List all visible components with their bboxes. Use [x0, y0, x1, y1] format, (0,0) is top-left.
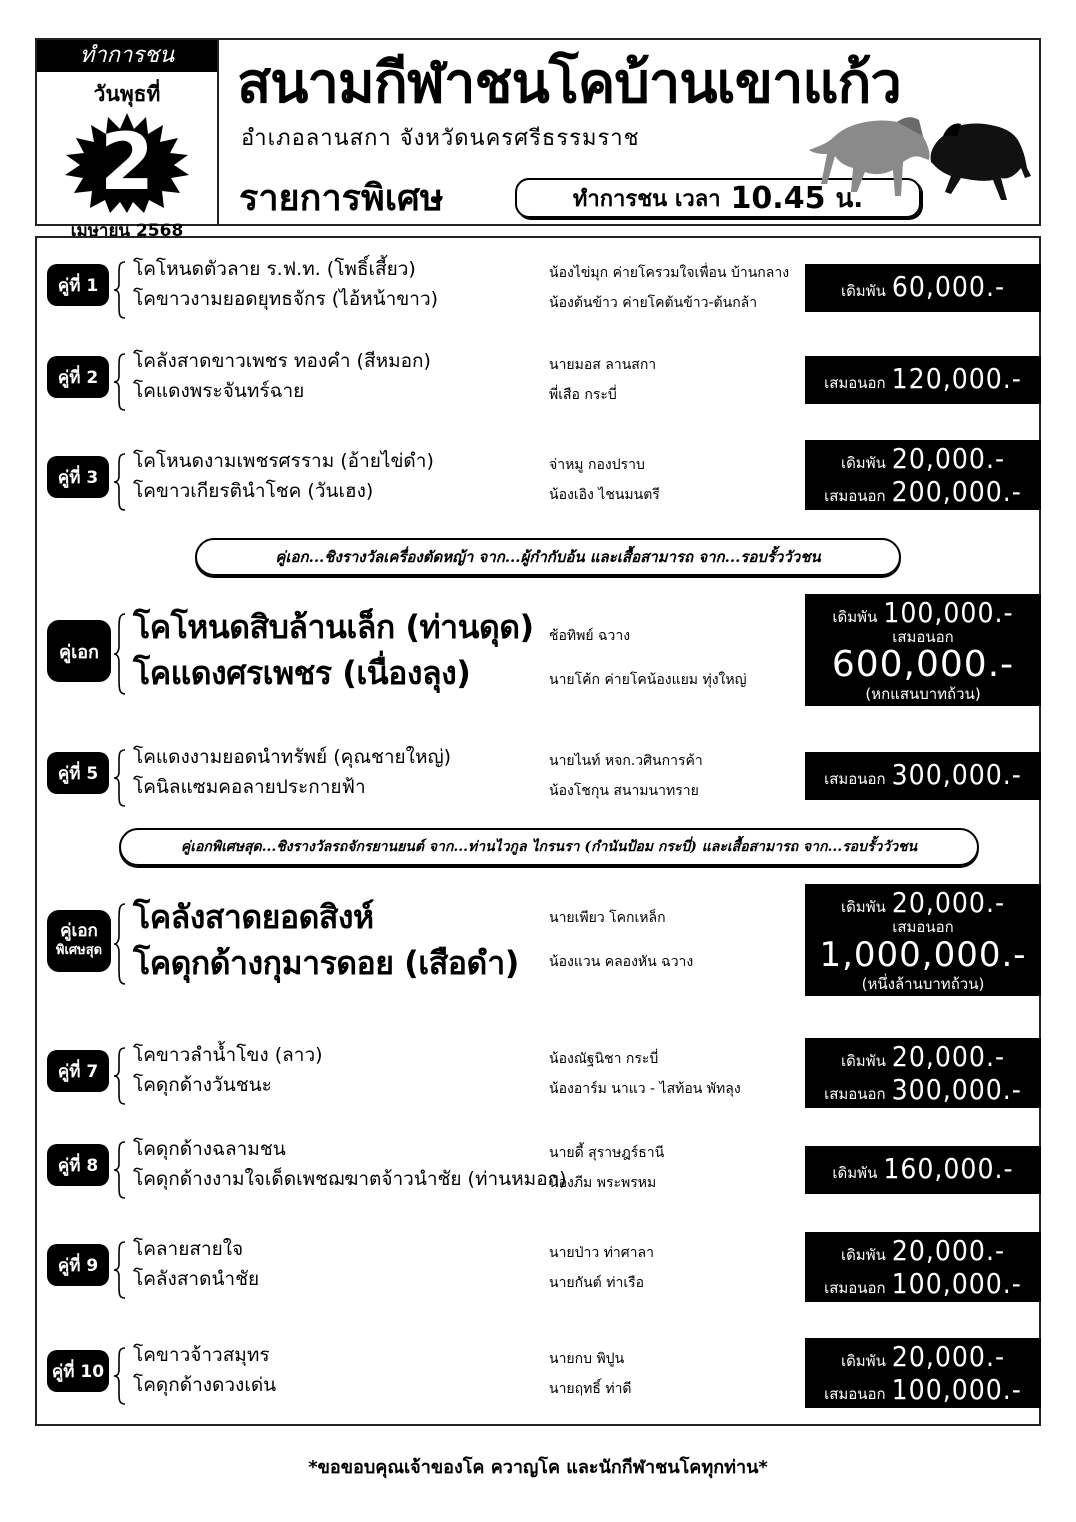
cow-name: โคลังสาดขาวเพชร ทองคำ (สีหมอก) [133, 350, 431, 372]
fight-label: ทำการชน [37, 40, 217, 72]
owner-name: น้องไข่มุก ค่ายโครวมใจเพื่อน บ้านกลาง [549, 265, 790, 281]
prize-box [805, 1338, 1041, 1408]
owner-name: นายเพียว โคกเหล็ก [549, 910, 666, 926]
owner-name: นายไนท์ หจก.วศินการค้า [549, 753, 703, 769]
cow-name: โคโหนดงามเพชรศรราม (อ้ายไข่ดำ) [133, 450, 434, 472]
cow-name: โคแดงพระจันทร์ฉาย [133, 380, 305, 402]
owner-name: นายฤทธิ์ ท่าดี [549, 1381, 632, 1397]
owner-name: นายกบ พิปูน [549, 1351, 625, 1367]
owner-name: น้องภีม พระพรหม [549, 1175, 657, 1191]
match-row [37, 1234, 1039, 1302]
cow-name: โคโหนดตัวลาย ร.ฟ.ท. (โพธิ์เสี้ยว) [133, 258, 416, 280]
match-row-main [37, 598, 1039, 710]
match-row [37, 1138, 1039, 1202]
cow-names [133, 894, 519, 986]
cow-name: โคแดงงามยอดนำทรัพย์ (คุณชายใหญ่) [133, 746, 452, 768]
prize-label: เดิมพัน [832, 1164, 878, 1182]
month-year: เมษายน 2568 [70, 221, 184, 241]
thank-you-footer: *ขอขอบคุณเจ้าของโค ควาญโค และนักกีฬาชนโคทุกท่าน* [308, 1457, 768, 1478]
location-subtitle: อำเภอลานสกา จังหวัดนครศรีธรรมราช [241, 126, 640, 151]
time-unit: น. [835, 183, 864, 214]
prize-amount: 60,000.- [891, 270, 1006, 303]
owner-name: นายกันต์ ท่าเรือ [549, 1275, 645, 1291]
match-list [35, 236, 1041, 1426]
time-value: 10.45 [730, 180, 826, 216]
prize-in-words: (หนึ่งล้านบาทถ้วน) [861, 975, 985, 993]
prize-box [805, 594, 1041, 706]
cow-name: โคนิลแซมคอลายประกายฟ้า [133, 776, 366, 798]
brace-icon [113, 612, 129, 696]
badge-line-1: คู่เอก [60, 921, 98, 941]
cow-name: โคลายสายใจ [133, 1238, 244, 1260]
fighting-bulls-icon [801, 96, 1033, 206]
cow-names [133, 346, 431, 406]
prize-label: เดิมพัน [840, 282, 886, 300]
owner-names [549, 614, 747, 702]
owner-names [549, 258, 789, 318]
cow-name: โคขาวลำน้ำโขง (ลาว) [133, 1044, 323, 1066]
cow-name: โคดุกด้างดวงเด่น [133, 1374, 277, 1396]
prize-amount: 100,000.- [891, 1373, 1022, 1406]
cow-names [133, 1234, 259, 1294]
prize-amount: 160,000.- [883, 1152, 1014, 1185]
prize-amount: 20,000.- [891, 1340, 1006, 1373]
match-row [37, 1340, 1039, 1408]
match-badge [47, 910, 111, 972]
owner-name: น้องแวน คลองหัน ฉวาง [549, 954, 694, 970]
owner-names [549, 1238, 654, 1298]
day-starburst [62, 113, 192, 213]
prize-caption: เสมอนอก [892, 628, 954, 646]
cow-name: โคขาวเกียรตินำโชค (วันเฮง) [133, 480, 374, 502]
prize-caption: เสมอนอก [892, 918, 954, 936]
match-badge: คู่ที่ 10 [47, 1350, 109, 1392]
brace-icon [113, 1346, 129, 1406]
prize-label: เสมอนอก [824, 770, 886, 788]
owner-name: ช้อทิพย์ ฉวาง [549, 628, 631, 644]
brace-icon [113, 1140, 129, 1200]
cow-name: โคดุกด้างฉลามชน [133, 1138, 286, 1160]
prize-box [805, 1038, 1041, 1108]
prize-box [805, 752, 1041, 800]
match-badge: คู่ที่ 7 [47, 1050, 109, 1092]
date-box [37, 40, 219, 241]
weekday-label: วันพุธที่ [93, 82, 161, 106]
prize-box [805, 440, 1041, 510]
match-badge: คู่ที่ 2 [47, 356, 109, 398]
match-row [37, 350, 1039, 414]
prize-label: เดิมพัน [840, 1352, 886, 1370]
brace-icon [113, 748, 129, 808]
brace-icon [113, 902, 129, 986]
owner-name: นายโค้ก ค่ายโคน้องแยม ทุ่งใหญ่ [549, 672, 747, 688]
prize-big-amount: 1,000,000.- [819, 935, 1027, 975]
cow-names [133, 1134, 567, 1194]
brace-icon [113, 452, 129, 512]
brace-icon [113, 352, 129, 412]
prize-label: เสมอนอก [824, 1279, 886, 1297]
prize-box [805, 1232, 1041, 1302]
cow-name: โคดุกด้างกุมารดอย (เสือดำ) [133, 944, 519, 982]
cow-names [133, 1340, 276, 1400]
time-label: ทำการชน เวลา [572, 186, 721, 212]
owner-names [549, 1138, 664, 1198]
cow-names [133, 604, 534, 696]
owner-names [549, 450, 660, 510]
cow-name: โคขาวงามยอดยุทธจักร (ไอ้หน้าขาว) [133, 288, 439, 310]
cow-name: โคโหนดสิบล้านเล็ก (ท่านดุด) [133, 608, 534, 646]
special-program-label: รายการพิเศษ [239, 178, 444, 219]
prize-amount: 200,000.- [891, 475, 1022, 508]
owner-name: นายมอส ลานสกา [549, 357, 657, 373]
cow-names [133, 1040, 323, 1100]
owner-name: น้องโชกุน สนามนาทราย [549, 783, 699, 799]
prize-amount: 300,000.- [891, 1073, 1022, 1106]
prize-box [805, 356, 1041, 404]
owner-names [549, 746, 703, 806]
match-row-special [37, 888, 1039, 1000]
match-badge: คู่เอก [47, 620, 111, 682]
badge-line-2: พิเศษสุด [55, 943, 103, 958]
cow-names [133, 254, 438, 314]
prize-amount: 300,000.- [891, 758, 1022, 791]
owner-names [549, 1044, 741, 1104]
prize-label: เดิมพัน [840, 1246, 886, 1264]
match-badge: คู่ที่ 5 [47, 752, 109, 794]
prize-amount: 20,000.- [891, 886, 1006, 919]
match-row [37, 442, 1039, 514]
brace-icon [113, 260, 129, 320]
brace-icon [113, 1240, 129, 1300]
prize-amount: 100,000.- [891, 1267, 1022, 1300]
match-badge: คู่ที่ 9 [47, 1244, 109, 1286]
prize-label: เสมอนอก [824, 1085, 886, 1103]
match-row [37, 258, 1039, 322]
prize-amount: 20,000.- [891, 1040, 1006, 1073]
prize-label: เสมอนอก [824, 1385, 886, 1403]
prize-label: เดิมพัน [840, 898, 886, 916]
owner-name: น้องณัฐนิชา กระบี่ [549, 1051, 659, 1067]
owner-names [549, 350, 656, 410]
cow-name: โคดุกด้างวันชนะ [133, 1074, 272, 1096]
prize-ribbon-main: คู่เอก...ชิงรางวัลเครื่องตัดหญ้า จาก...ผู้กำกับอ้น และเสื้อสามารถ จาก...รอบรั้ววัวชน [195, 538, 901, 576]
owner-name: น้องต้นข้าว ค่ายโคต้นข้าว-ต้นกล้า [549, 295, 758, 311]
cow-names [133, 742, 451, 802]
prize-box [805, 884, 1041, 996]
day-number: 2 [99, 118, 155, 208]
owner-name: น้องอาร์ม นาแว - ไสท้อน พัทลุง [549, 1081, 741, 1097]
match-badge: คู่ที่ 1 [47, 264, 109, 306]
prize-amount: 100,000.- [883, 596, 1014, 629]
cow-name: โคดุกด้างงามใจเด็ดเพชฌฆาตจ้าวนำชัย (ท่านหมอก) [133, 1168, 567, 1190]
poster-header [35, 38, 1041, 241]
prize-amount: 20,000.- [891, 442, 1006, 475]
match-row [37, 1040, 1039, 1108]
owner-name: นายป่าว ท่าศาลา [549, 1245, 654, 1261]
match-row [37, 746, 1039, 810]
prize-ribbon-special: คู่เอกพิเศษสุด...ชิงรางวัลรถจักรยานยนต์ จาก...ท่านไวกูล ไกรนรา (กำนันป้อม กระบี่) และเสื้อสามารถ จาก...รอบรั้ววัวชน [119, 828, 979, 866]
prize-label: เดิมพัน [832, 608, 878, 626]
owner-name: นายดี้ สุราษฎร์ธานี [549, 1145, 665, 1161]
owner-name: จ่าหมู กองปราบ [549, 457, 645, 473]
prize-label: เสมอนอก [824, 374, 886, 392]
prize-big-amount: 600,000.- [831, 644, 1015, 685]
prize-label: เดิมพัน [840, 454, 886, 472]
cow-name: โคลังสาดยอดสิงห์ [133, 898, 374, 936]
prize-box [805, 264, 1041, 312]
cow-name: โคแดงศรเพชร (เนื่องลุง) [133, 654, 471, 692]
match-badge: คู่ที่ 8 [47, 1144, 109, 1186]
owner-names [549, 896, 693, 984]
prize-in-words: (หกแสนบาทถ้วน) [865, 685, 981, 703]
owner-name: น้องเอิง ไชนมนตรี [549, 487, 660, 503]
prize-box [805, 1146, 1041, 1194]
cow-name: โคขาวจ้าวสมุทร [133, 1344, 270, 1366]
stadium-title: สนามกีฬาชนโคบ้านเขาแก้ว [237, 51, 901, 116]
brace-icon [113, 1046, 129, 1106]
cow-name: โคลังสาดนำชัย [133, 1268, 260, 1290]
prize-label: เสมอนอก [824, 487, 886, 505]
prize-amount: 120,000.- [891, 362, 1022, 395]
cow-names [133, 446, 434, 506]
prize-amount: 20,000.- [891, 1234, 1006, 1267]
match-badge: คู่ที่ 3 [47, 456, 109, 498]
prize-label: เดิมพัน [840, 1052, 886, 1070]
owner-name: พี่เสือ กระบี่ [549, 387, 617, 403]
owner-names [549, 1344, 632, 1404]
